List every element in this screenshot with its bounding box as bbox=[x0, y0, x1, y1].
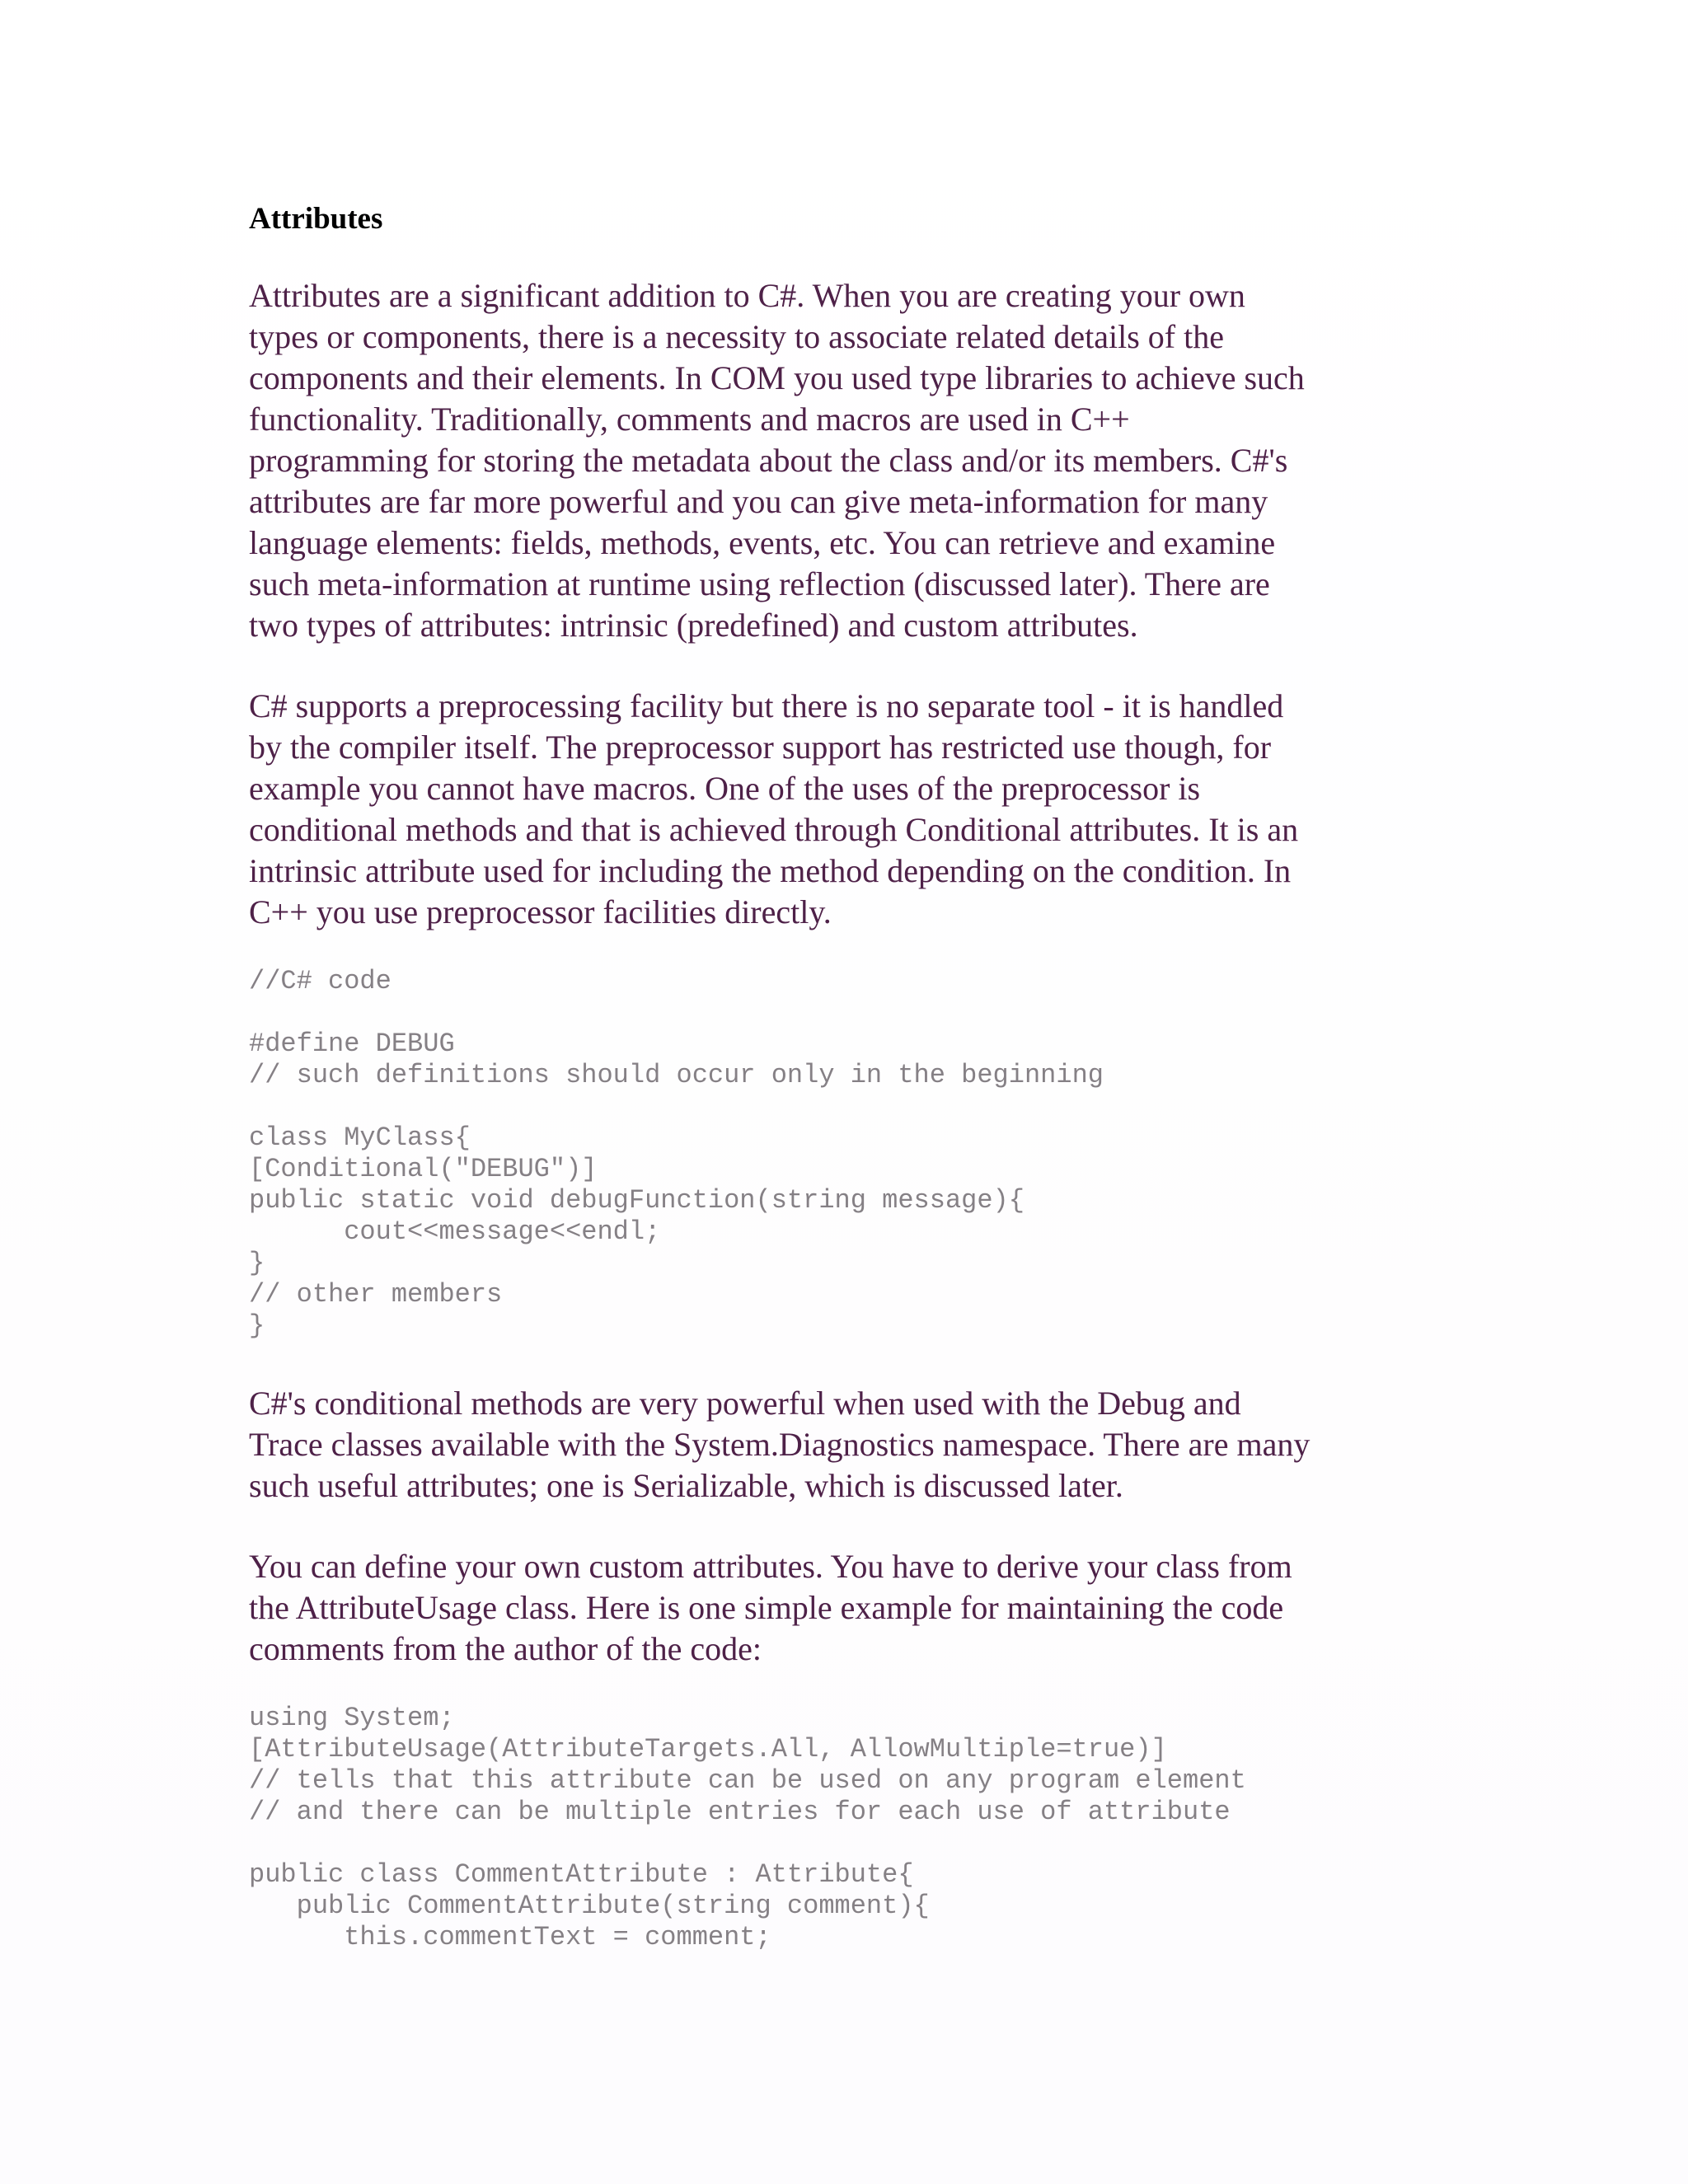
code-block-conditional: //C# code #define DEBUG // such definitions should occur only in the beginning class MyClass{ [Conditional("DEBUG")] public static void debugFunction(string message){ cout<<message<<endl; } // other members } bbox=[249, 966, 1104, 1341]
paragraph-attributes-intro: Attributes are a significant addition to C#. When you are creating your own types or components, there is a necessity to associate related details of the components and their elements. In COM you used type libraries to achieve such functionality. Traditionally, comments and macros are used in C++ programming for storing the metadata about the class and/or its members. C#'s attributes are far more powerful and you can give meta-information for many language elements: fields, methods, events, etc. You can retrieve and examine such meta-information at runtime using reflection (discussed later). There are two types of attributes: intrinsic (predefined) and custom attributes. bbox=[249, 277, 1305, 644]
section-heading: Attributes bbox=[249, 202, 383, 236]
paragraph-custom-attributes: You can define your own custom attributes. You have to derive your class from the AttributeUsage class. Here is one simple example for maintaining the code comments from the author of the code: bbox=[249, 1548, 1292, 1667]
paragraph-conditional-methods: C#'s conditional methods are very powerful when used with the Debug and Trace classes available with the System.Diagnostics namespace. There are many such useful attributes; one is Serializable, which is discussed later. bbox=[249, 1385, 1311, 1504]
document-content bbox=[249, 196, 1452, 1986]
code-block-comment-attribute: using System; [AttributeUsage(AttributeTargets.All, AllowMultiple=true)] // tells that this attribute can be used on any program element // and there can be multiple entries for each use of attribute public class CommentAttribute : Attribute{ public CommentAttribute(string comment){ this.commentText = comment; bbox=[249, 1703, 1246, 1952]
paragraph-preprocessor: C# supports a preprocessing facility but there is no separate tool - it is handled by the compiler itself. The preprocessor support has restricted use though, for example you cannot have macros. One of the uses of the preprocessor is conditional methods and that is achieved through Conditional attributes. It is an intrinsic attribute used for including the method depending on the condition. In C++ you use preprocessor facilities directly. bbox=[249, 687, 1299, 930]
